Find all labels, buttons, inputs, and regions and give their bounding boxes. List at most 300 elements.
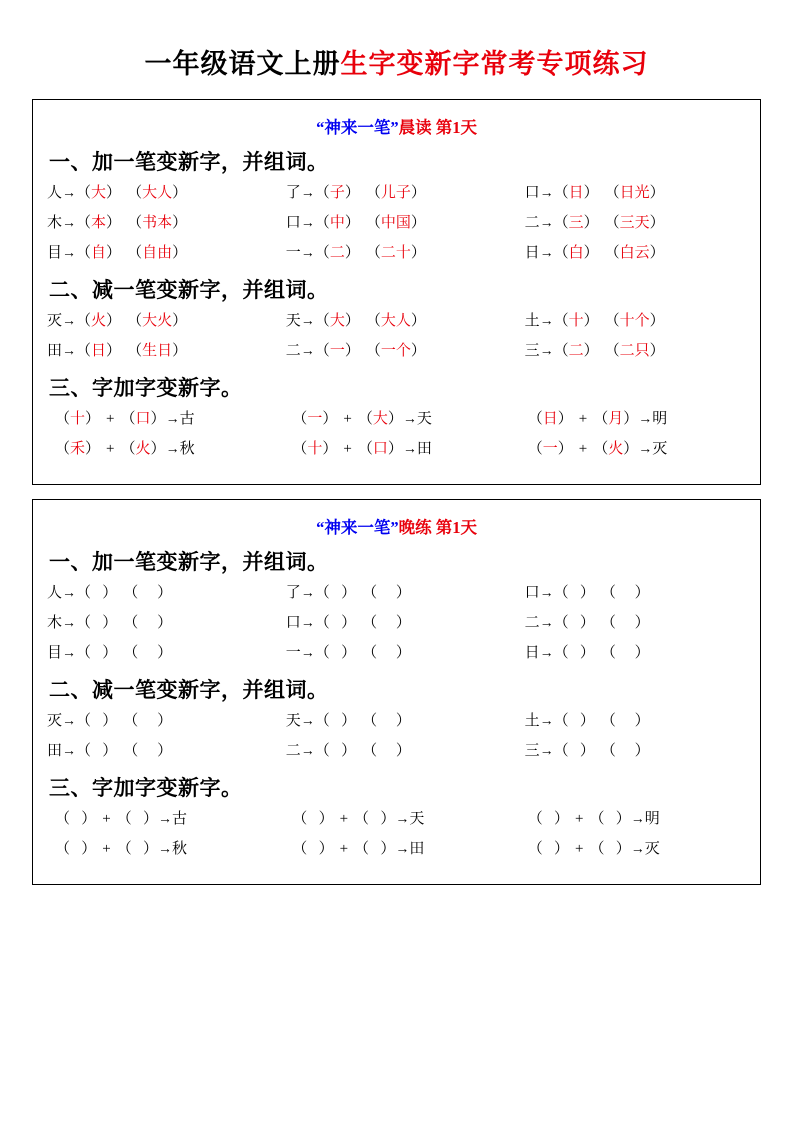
arrow-icon: → xyxy=(638,440,653,456)
exercise-item xyxy=(47,214,286,232)
word-paren-close: ） xyxy=(634,585,650,601)
base-character: 三 xyxy=(524,743,540,759)
base-character: 人 xyxy=(47,185,63,201)
word-paren: （ xyxy=(604,185,620,201)
exercise-row xyxy=(47,244,746,262)
answer-paren: （ xyxy=(76,585,92,601)
answer-text: 大 xyxy=(329,313,345,329)
word-paren: （ xyxy=(600,743,616,759)
answer-blank[interactable] xyxy=(569,645,580,661)
left-paren: （ xyxy=(292,811,308,827)
exercise-item xyxy=(47,342,286,360)
answer-paren-close: ） xyxy=(579,713,595,729)
right-paren-close: ） xyxy=(150,411,166,427)
left-paren: （ xyxy=(55,811,71,827)
base-character: 口 xyxy=(285,615,301,631)
arrow-icon: → xyxy=(165,440,180,456)
base-character: 三 xyxy=(524,343,540,359)
arrow-icon: → xyxy=(300,712,315,728)
answer-blank[interactable] xyxy=(377,713,396,729)
answer-text: 子 xyxy=(329,185,345,201)
answer-paren-close: ） xyxy=(102,615,118,631)
answer-blank[interactable] xyxy=(569,743,580,759)
arrow-icon: → xyxy=(539,214,554,230)
answer-blank[interactable] xyxy=(138,743,157,759)
left-paren: （ xyxy=(292,841,308,857)
answer-blank[interactable] xyxy=(307,811,318,827)
base-character: 天 xyxy=(285,713,301,729)
result-character: 秋 xyxy=(172,841,188,857)
answer-paren-close: ） xyxy=(102,645,118,661)
answer-text: 十个 xyxy=(619,313,650,329)
answer-blank[interactable] xyxy=(543,811,554,827)
answer-paren-close: ） xyxy=(583,343,599,359)
word-paren-close: ） xyxy=(172,313,188,329)
answer-blank[interactable] xyxy=(70,811,81,827)
answer-blank[interactable] xyxy=(616,645,635,661)
word-paren: （ xyxy=(365,343,381,359)
answer-paren: （ xyxy=(553,615,569,631)
compose-item xyxy=(292,840,527,858)
answer-text: 禾 xyxy=(70,441,86,457)
compose-item xyxy=(528,410,746,428)
panel-heading xyxy=(47,514,746,538)
answer-blank[interactable] xyxy=(569,585,580,601)
answer-paren-close: ） xyxy=(341,713,357,729)
answer-paren-close: ） xyxy=(344,343,360,359)
arrow-icon: → xyxy=(300,614,315,630)
right-paren-close: ） xyxy=(380,841,396,857)
answer-blank[interactable] xyxy=(616,615,635,631)
left-paren: （ xyxy=(55,441,71,457)
answer-text: 口 xyxy=(372,441,388,457)
word-paren-close: ） xyxy=(649,215,665,231)
answer-text: 书本 xyxy=(142,215,173,231)
plus-icon: + xyxy=(574,811,584,827)
answer-blank[interactable] xyxy=(91,645,102,661)
word-paren: （ xyxy=(123,713,139,729)
answer-blank[interactable] xyxy=(91,585,102,601)
answer-paren: （ xyxy=(76,313,92,329)
answer-text: 儿子 xyxy=(380,185,411,201)
answer-text: 大 xyxy=(91,185,107,201)
result-character: 古 xyxy=(179,411,195,427)
word-paren: （ xyxy=(365,245,381,261)
answer-blank[interactable] xyxy=(369,841,380,857)
word-paren: （ xyxy=(365,215,381,231)
answer-blank[interactable] xyxy=(70,841,81,857)
answer-blank[interactable] xyxy=(307,841,318,857)
answer-paren: （ xyxy=(314,585,330,601)
exercise-row xyxy=(47,184,746,202)
answer-blank[interactable] xyxy=(330,713,341,729)
answer-blank[interactable] xyxy=(369,811,380,827)
word-paren: （ xyxy=(600,713,616,729)
base-character: 口 xyxy=(524,185,540,201)
word-paren-close: ） xyxy=(157,743,173,759)
answer-text: 十 xyxy=(70,411,86,427)
exercise-row xyxy=(47,584,746,602)
word-paren: （ xyxy=(123,585,139,601)
arrow-icon: → xyxy=(395,840,410,856)
exercise-row xyxy=(47,810,746,828)
exercise-row xyxy=(47,410,746,428)
base-character: 田 xyxy=(47,743,63,759)
arrow-icon: → xyxy=(300,244,315,260)
answer-paren-close: ） xyxy=(583,185,599,201)
base-character: 木 xyxy=(47,615,63,631)
word-paren-close: ） xyxy=(410,313,426,329)
exercise-item xyxy=(286,214,525,232)
word-paren: （ xyxy=(127,245,143,261)
answer-blank[interactable] xyxy=(569,615,580,631)
answer-paren-close: ） xyxy=(341,585,357,601)
panel-container xyxy=(32,99,761,885)
exercise-item xyxy=(525,742,746,760)
left-paren: （ xyxy=(292,441,308,457)
arrow-icon: → xyxy=(630,840,645,856)
word-paren-close: ） xyxy=(157,645,173,661)
answer-paren: （ xyxy=(314,713,330,729)
page-title xyxy=(32,0,761,99)
answer-blank[interactable] xyxy=(604,841,615,857)
answer-paren: （ xyxy=(314,743,330,759)
right-paren: （ xyxy=(593,411,609,427)
result-character: 古 xyxy=(172,811,188,827)
arrow-icon: → xyxy=(300,584,315,600)
answer-text: 火 xyxy=(135,441,151,457)
exercise-item xyxy=(286,342,525,360)
answer-blank[interactable] xyxy=(377,615,396,631)
compose-item xyxy=(47,410,292,428)
base-character: 木 xyxy=(47,215,63,231)
exercise-item xyxy=(286,614,525,632)
arrow-icon: → xyxy=(300,184,315,200)
answer-text: 二只 xyxy=(619,343,650,359)
word-paren-close: ） xyxy=(395,713,411,729)
left-paren: （ xyxy=(55,411,71,427)
answer-paren: （ xyxy=(76,343,92,359)
answer-blank[interactable] xyxy=(377,585,396,601)
base-character: 二 xyxy=(524,615,540,631)
answer-paren: （ xyxy=(553,215,569,231)
answer-text: 十 xyxy=(568,313,584,329)
section-title: 二、减一笔变新字，并组词。 xyxy=(49,678,329,702)
answer-blank[interactable] xyxy=(132,841,143,857)
word-paren: （ xyxy=(604,313,620,329)
plus-icon: + xyxy=(339,841,349,857)
right-paren-close: ） xyxy=(150,441,166,457)
section-title: 三、字加字变新字。 xyxy=(49,776,243,800)
answer-blank[interactable] xyxy=(91,713,102,729)
answer-text: 大人 xyxy=(380,313,411,329)
word-paren: （ xyxy=(600,585,616,601)
word-paren: （ xyxy=(127,343,143,359)
answer-paren: （ xyxy=(314,615,330,631)
result-character: 灭 xyxy=(652,441,668,457)
arrow-icon: → xyxy=(62,244,77,260)
right-paren: （ xyxy=(593,441,609,457)
exercise-item xyxy=(525,644,746,662)
answer-text: 一 xyxy=(542,441,558,457)
answer-paren: （ xyxy=(76,713,92,729)
compose-item xyxy=(47,840,292,858)
base-character: 口 xyxy=(285,215,301,231)
answer-blank[interactable] xyxy=(616,713,635,729)
answer-paren-close: ） xyxy=(579,585,595,601)
base-character: 二 xyxy=(524,215,540,231)
result-character: 灭 xyxy=(644,841,660,857)
right-paren-close: ） xyxy=(143,841,159,857)
arrow-icon: → xyxy=(300,342,315,358)
exercise-item xyxy=(525,312,746,330)
word-paren: （ xyxy=(362,615,378,631)
compose-item xyxy=(292,810,527,828)
answer-text: 自由 xyxy=(142,245,173,261)
answer-text: 日 xyxy=(542,411,558,427)
arrow-icon: → xyxy=(165,410,180,426)
answer-text: 自 xyxy=(91,245,107,261)
exercise-item xyxy=(47,712,286,730)
arrow-icon: → xyxy=(402,440,417,456)
section-title: 二、减一笔变新字，并组词。 xyxy=(49,278,329,302)
left-paren-close: ） xyxy=(322,411,338,427)
answer-text: 中 xyxy=(329,215,345,231)
base-character: 目 xyxy=(47,245,63,261)
word-paren-close: ） xyxy=(410,185,426,201)
base-character: 日 xyxy=(524,245,540,261)
base-character: 目 xyxy=(47,645,63,661)
result-character: 天 xyxy=(409,811,425,827)
answer-blank[interactable] xyxy=(377,743,396,759)
base-character: 灭 xyxy=(47,713,63,729)
answer-paren: （ xyxy=(314,215,330,231)
answer-paren-close: ） xyxy=(341,615,357,631)
answer-text: 生日 xyxy=(142,343,173,359)
arrow-icon: → xyxy=(539,584,554,600)
word-paren: （ xyxy=(600,645,616,661)
right-paren: （ xyxy=(120,411,136,427)
arrow-icon: → xyxy=(62,742,77,758)
compose-item xyxy=(47,440,292,458)
compose-item xyxy=(292,410,527,428)
panel-heading-rest: 晨读 第1天 xyxy=(398,118,477,137)
arrow-icon: → xyxy=(638,410,653,426)
answer-blank[interactable] xyxy=(330,585,341,601)
arrow-icon: → xyxy=(539,614,554,630)
base-character: 田 xyxy=(47,343,63,359)
result-character: 天 xyxy=(416,411,432,427)
worksheet-panel-2 xyxy=(32,499,761,885)
word-paren-close: ） xyxy=(410,245,426,261)
word-paren-close: ） xyxy=(172,185,188,201)
answer-text: 火 xyxy=(91,313,107,329)
answer-blank[interactable] xyxy=(569,713,580,729)
answer-text: 二十 xyxy=(380,245,411,261)
answer-blank[interactable] xyxy=(91,615,102,631)
word-paren: （ xyxy=(123,615,139,631)
answer-text: 大火 xyxy=(142,313,173,329)
exercise-item xyxy=(47,584,286,602)
arrow-icon: → xyxy=(62,214,77,230)
word-paren-close: ） xyxy=(172,343,188,359)
answer-text: 日光 xyxy=(619,185,650,201)
answer-paren-close: ） xyxy=(106,343,122,359)
answer-paren: （ xyxy=(76,245,92,261)
word-paren: （ xyxy=(365,185,381,201)
word-paren-close: ） xyxy=(395,615,411,631)
word-paren: （ xyxy=(127,185,143,201)
left-paren-close: ） xyxy=(322,441,338,457)
answer-paren-close: ） xyxy=(583,313,599,329)
answer-paren: （ xyxy=(314,645,330,661)
left-paren: （ xyxy=(55,841,71,857)
left-paren: （ xyxy=(527,811,543,827)
exercise-item xyxy=(47,644,286,662)
answer-paren-close: ） xyxy=(106,215,122,231)
compose-item xyxy=(528,440,746,458)
word-paren-close: ） xyxy=(649,343,665,359)
answer-blank[interactable] xyxy=(543,841,554,857)
answer-text: 大 xyxy=(372,411,388,427)
compose-item xyxy=(47,810,292,828)
section-rows xyxy=(47,184,746,262)
answer-blank[interactable] xyxy=(616,743,635,759)
result-character: 明 xyxy=(652,411,668,427)
base-character: 一 xyxy=(285,245,301,261)
base-character: 一 xyxy=(285,645,301,661)
right-paren: （ xyxy=(116,841,132,857)
exercise-row xyxy=(47,312,746,330)
answer-paren-close: ） xyxy=(579,615,595,631)
answer-blank[interactable] xyxy=(330,743,341,759)
answer-paren: （ xyxy=(553,343,569,359)
word-paren-close: ） xyxy=(172,215,188,231)
base-character: 土 xyxy=(524,713,540,729)
answer-blank[interactable] xyxy=(330,615,341,631)
answer-blank[interactable] xyxy=(91,743,102,759)
word-paren-close: ） xyxy=(395,585,411,601)
answer-blank[interactable] xyxy=(604,811,615,827)
answer-paren: （ xyxy=(314,343,330,359)
word-paren-close: ） xyxy=(157,713,173,729)
plus-icon: + xyxy=(343,441,352,457)
word-paren-close: ） xyxy=(634,645,650,661)
exercise-item xyxy=(286,312,525,330)
answer-text: 本 xyxy=(91,215,107,231)
section-title: 三、字加字变新字。 xyxy=(49,376,243,400)
exercise-item xyxy=(525,214,746,232)
word-paren-close: ） xyxy=(410,343,426,359)
arrow-icon: → xyxy=(158,840,173,856)
answer-blank[interactable] xyxy=(138,713,157,729)
answer-paren: （ xyxy=(553,185,569,201)
base-character: 二 xyxy=(285,743,301,759)
answer-paren-close: ） xyxy=(344,313,360,329)
base-character: 天 xyxy=(285,313,301,329)
plus-icon: + xyxy=(343,411,352,427)
answer-text: 日 xyxy=(568,185,584,201)
answer-blank[interactable] xyxy=(138,615,157,631)
word-paren-close: ） xyxy=(649,185,665,201)
answer-text: 三 xyxy=(568,215,584,231)
exercise-item xyxy=(286,712,525,730)
answer-text: 大人 xyxy=(142,185,173,201)
exercise-item xyxy=(47,742,286,760)
worksheet-panel-1 xyxy=(32,99,761,485)
left-paren: （ xyxy=(292,411,308,427)
right-paren-close: ） xyxy=(143,811,159,827)
plus-icon: + xyxy=(578,441,588,457)
answer-blank[interactable] xyxy=(132,811,143,827)
arrow-icon: → xyxy=(300,312,315,328)
word-paren: （ xyxy=(123,743,139,759)
arrow-icon: → xyxy=(395,810,410,826)
section-title: 一、加一笔变新字，并组词。 xyxy=(49,550,329,574)
answer-text: 三天 xyxy=(619,215,650,231)
arrow-icon: → xyxy=(62,342,77,358)
exercise-row xyxy=(47,440,746,458)
right-paren: （ xyxy=(589,841,605,857)
arrow-icon: → xyxy=(539,644,554,660)
base-character: 灭 xyxy=(47,313,63,329)
base-character: 日 xyxy=(524,645,540,661)
answer-paren-close: ） xyxy=(583,215,599,231)
answer-text: 火 xyxy=(608,441,624,457)
right-paren-close: ） xyxy=(387,441,403,457)
exercise-item xyxy=(525,584,746,602)
right-paren-close: ） xyxy=(623,411,639,427)
left-paren-close: ） xyxy=(318,841,334,857)
answer-text: 白 xyxy=(568,245,584,261)
exercise-item xyxy=(525,614,746,632)
answer-blank[interactable] xyxy=(138,645,157,661)
answer-paren-close: ） xyxy=(344,215,360,231)
answer-paren: （ xyxy=(553,585,569,601)
exercise-item xyxy=(47,614,286,632)
answer-paren-close: ） xyxy=(583,245,599,261)
answer-blank[interactable] xyxy=(377,645,396,661)
answer-blank[interactable] xyxy=(330,645,341,661)
word-paren: （ xyxy=(362,713,378,729)
word-paren-close: ） xyxy=(634,713,650,729)
answer-paren: （ xyxy=(314,185,330,201)
exercise-item xyxy=(525,342,746,360)
base-character: 土 xyxy=(524,313,540,329)
answer-paren-close: ） xyxy=(106,245,122,261)
word-paren-close: ） xyxy=(649,313,665,329)
word-paren: （ xyxy=(127,215,143,231)
answer-paren: （ xyxy=(553,713,569,729)
exercise-item xyxy=(525,712,746,730)
exercise-item xyxy=(286,584,525,602)
answer-blank[interactable] xyxy=(616,585,635,601)
right-paren: （ xyxy=(357,411,373,427)
exercise-item xyxy=(47,312,286,330)
base-character: 了 xyxy=(285,185,301,201)
arrow-icon: → xyxy=(158,810,173,826)
exercise-row xyxy=(47,840,746,858)
answer-paren: （ xyxy=(553,743,569,759)
answer-paren-close: ） xyxy=(579,743,595,759)
answer-blank[interactable] xyxy=(138,585,157,601)
plus-icon: + xyxy=(574,841,584,857)
right-paren: （ xyxy=(354,841,370,857)
answer-paren: （ xyxy=(76,185,92,201)
word-paren-close: ） xyxy=(395,645,411,661)
base-character: 二 xyxy=(285,343,301,359)
right-paren: （ xyxy=(589,811,605,827)
